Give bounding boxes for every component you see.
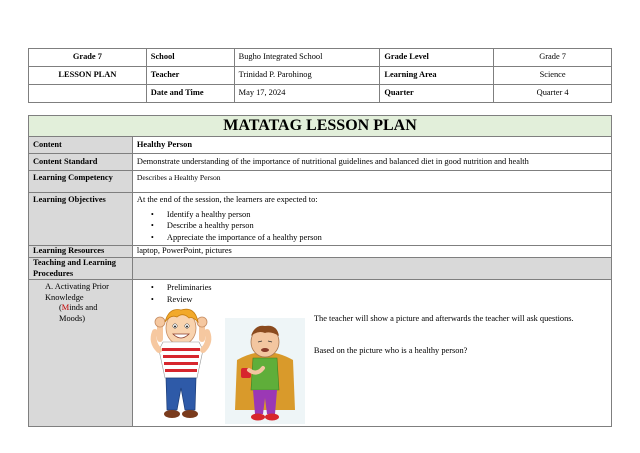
review-item: • Review [167, 294, 607, 306]
learning-area-value: Science [494, 67, 612, 85]
picture-question: Based on the picture who is a healthy person? [313, 346, 468, 355]
minds-m: M [61, 303, 70, 312]
resources-label: Learning Resources [29, 246, 133, 258]
content-value: Healthy Person [132, 137, 611, 154]
school-value: Bugho Integrated School [234, 49, 380, 67]
activating-cell [29, 280, 133, 427]
competency-label: Learning Competency [29, 171, 133, 193]
plan-title: MATATAG LESSON PLAN [29, 116, 612, 137]
healthy-boy-illustration [145, 306, 217, 424]
grade-cell: Grade 7 [29, 49, 147, 67]
school-label: School [146, 49, 234, 67]
date-value: May 17, 2024 [234, 85, 380, 103]
lesson-plan-table [28, 115, 612, 427]
teacher-instruction: The teacher will show a picture and afterwards the teacher will ask questions. [313, 314, 574, 323]
teacher-label: Teacher [146, 67, 234, 85]
header-table [28, 48, 612, 103]
date-label: Date and Time [146, 85, 234, 103]
objectives-cell [132, 193, 611, 246]
content-label: Content [29, 137, 133, 154]
objectives-list [137, 209, 607, 244]
minds-paren: ( [59, 303, 62, 312]
objectives-label: Learning Objectives [29, 193, 133, 246]
objective-item: • Identify a healthy person [167, 209, 607, 221]
grade-level-label: Grade Level [380, 49, 494, 67]
preliminaries-list [137, 282, 607, 305]
activating-label: A. Activating Prior Knowledge [45, 282, 109, 302]
competency-value: Describes a Healthy Person [132, 171, 611, 193]
procedures-blank [132, 258, 611, 280]
grade-level-value: Grade 7 [494, 49, 612, 67]
content-standard-label: Content Standard [29, 154, 133, 171]
preliminaries-cell [132, 280, 611, 427]
objectives-intro: At the end of the session, the learners are expected to: [136, 195, 318, 204]
lesson-plan-cell: LESSON PLAN [29, 67, 147, 85]
empty-cell [29, 85, 147, 103]
resources-value: laptop, PowerPoint, pictures [132, 246, 611, 258]
minds-moods-label [45, 303, 128, 324]
content-standard-value: Demonstrate understanding of the importance of nutritional guidelines and balanced diet in good nutrition and health [132, 154, 611, 171]
quarter-value: Quarter 4 [494, 85, 612, 103]
learning-area-label: Learning Area [380, 67, 494, 85]
minds-rest: inds and [69, 303, 98, 312]
quarter-label: Quarter [380, 85, 494, 103]
teacher-value: Trinidad P. Parohinog [234, 67, 380, 85]
preliminaries-item: • Preliminaries [167, 282, 607, 294]
procedures-label: Teaching and Learning Procedures [29, 258, 133, 280]
moods-text: Moods) [59, 313, 86, 323]
objective-item: • Appreciate the importance of a healthy person [167, 232, 607, 244]
objective-item: • Describe a healthy person [167, 220, 607, 232]
sick-boy-illustration [225, 318, 305, 424]
